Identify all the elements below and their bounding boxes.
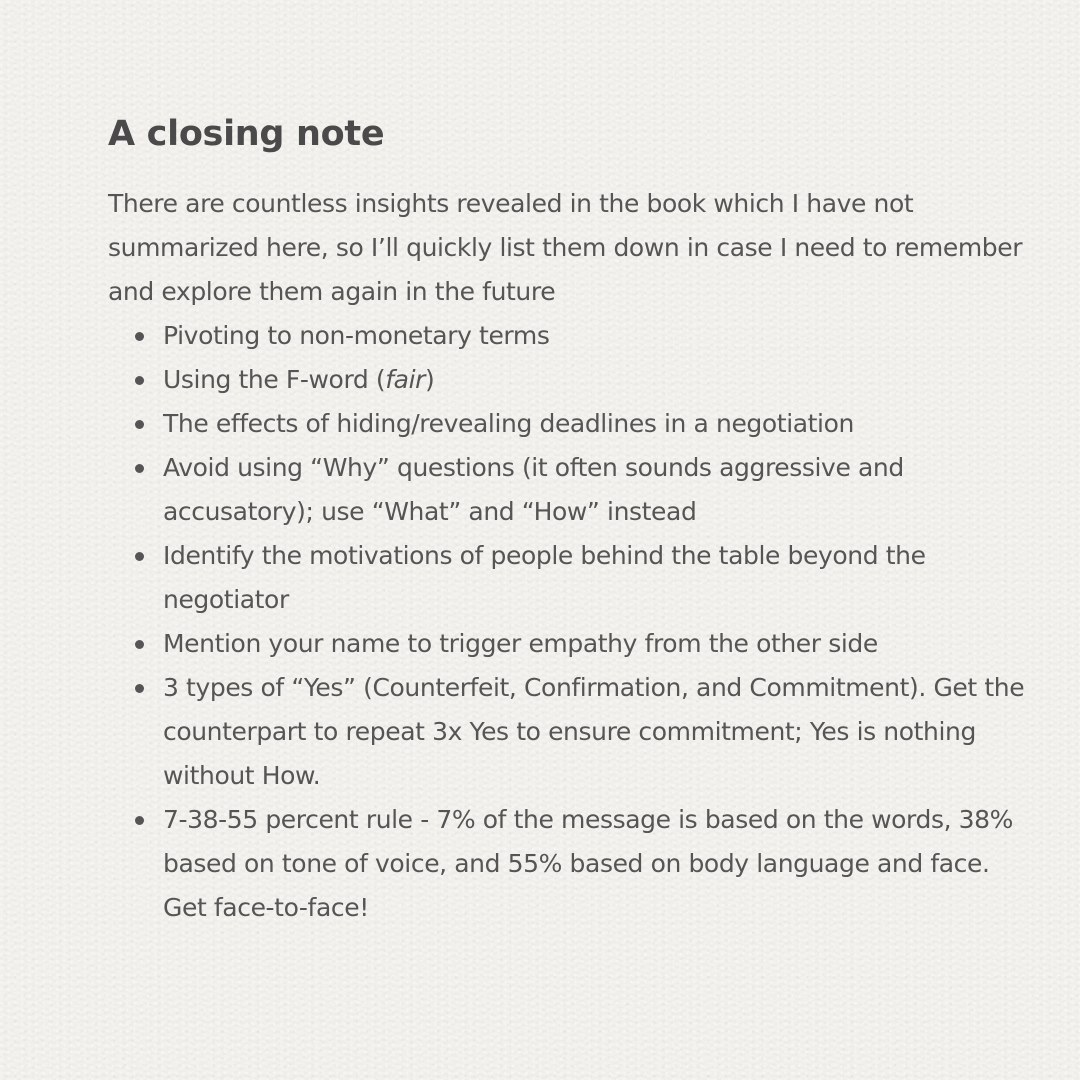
bullet-icon — [135, 684, 144, 693]
bullet-icon — [135, 376, 144, 385]
list-item-text: Identify the motivations of people behind the table beyond the negotiator — [163, 541, 926, 614]
list-item — [108, 666, 1028, 798]
list-item-text: Using the F-word (fair) — [163, 365, 435, 394]
list-item — [108, 358, 1028, 402]
list-item — [108, 798, 1028, 930]
list-item — [108, 622, 1028, 666]
list-item-text: Mention your name to trigger empathy from the other side — [163, 629, 878, 658]
bullet-icon — [135, 464, 144, 473]
list-item-text: Avoid using “Why” questions (it often sounds aggressive and accusatory); use “What” and “How” instead — [163, 453, 904, 526]
bullet-icon — [135, 420, 144, 429]
list-item — [108, 446, 1028, 534]
intro-paragraph: There are countless insights revealed in the book which I have not summarized here, so I’ll quickly list them down in case I need to remember and explore them again in the future — [108, 189, 1023, 306]
list-item — [108, 402, 1028, 446]
list-item — [108, 534, 1028, 622]
list-item-text: 7-38-55 percent rule - 7% of the message is based on the words, 38% based on tone of voice, and 55% based on body language and face. Get face-to-face! — [163, 805, 1014, 922]
list-item-text: Pivoting to non-monetary terms — [163, 321, 550, 350]
bullet-icon — [135, 640, 144, 649]
list-item-text: 3 types of “Yes” (Counterfeit, Confirmation, and Commitment). Get the counterpart to repeat 3x Yes to ensure commitment; Yes is nothing without How. — [163, 673, 1025, 790]
emphasis-text: fair — [385, 365, 426, 394]
bullet-icon — [135, 816, 144, 825]
page-title: A closing note — [108, 114, 385, 154]
list-item — [108, 314, 1028, 358]
closing-note-card — [108, 108, 1028, 930]
bullet-icon — [135, 332, 144, 341]
bullet-icon — [135, 552, 144, 561]
list-item-text: The effects of hiding/revealing deadlines in a negotiation — [163, 409, 854, 438]
insights-list — [108, 314, 1028, 930]
